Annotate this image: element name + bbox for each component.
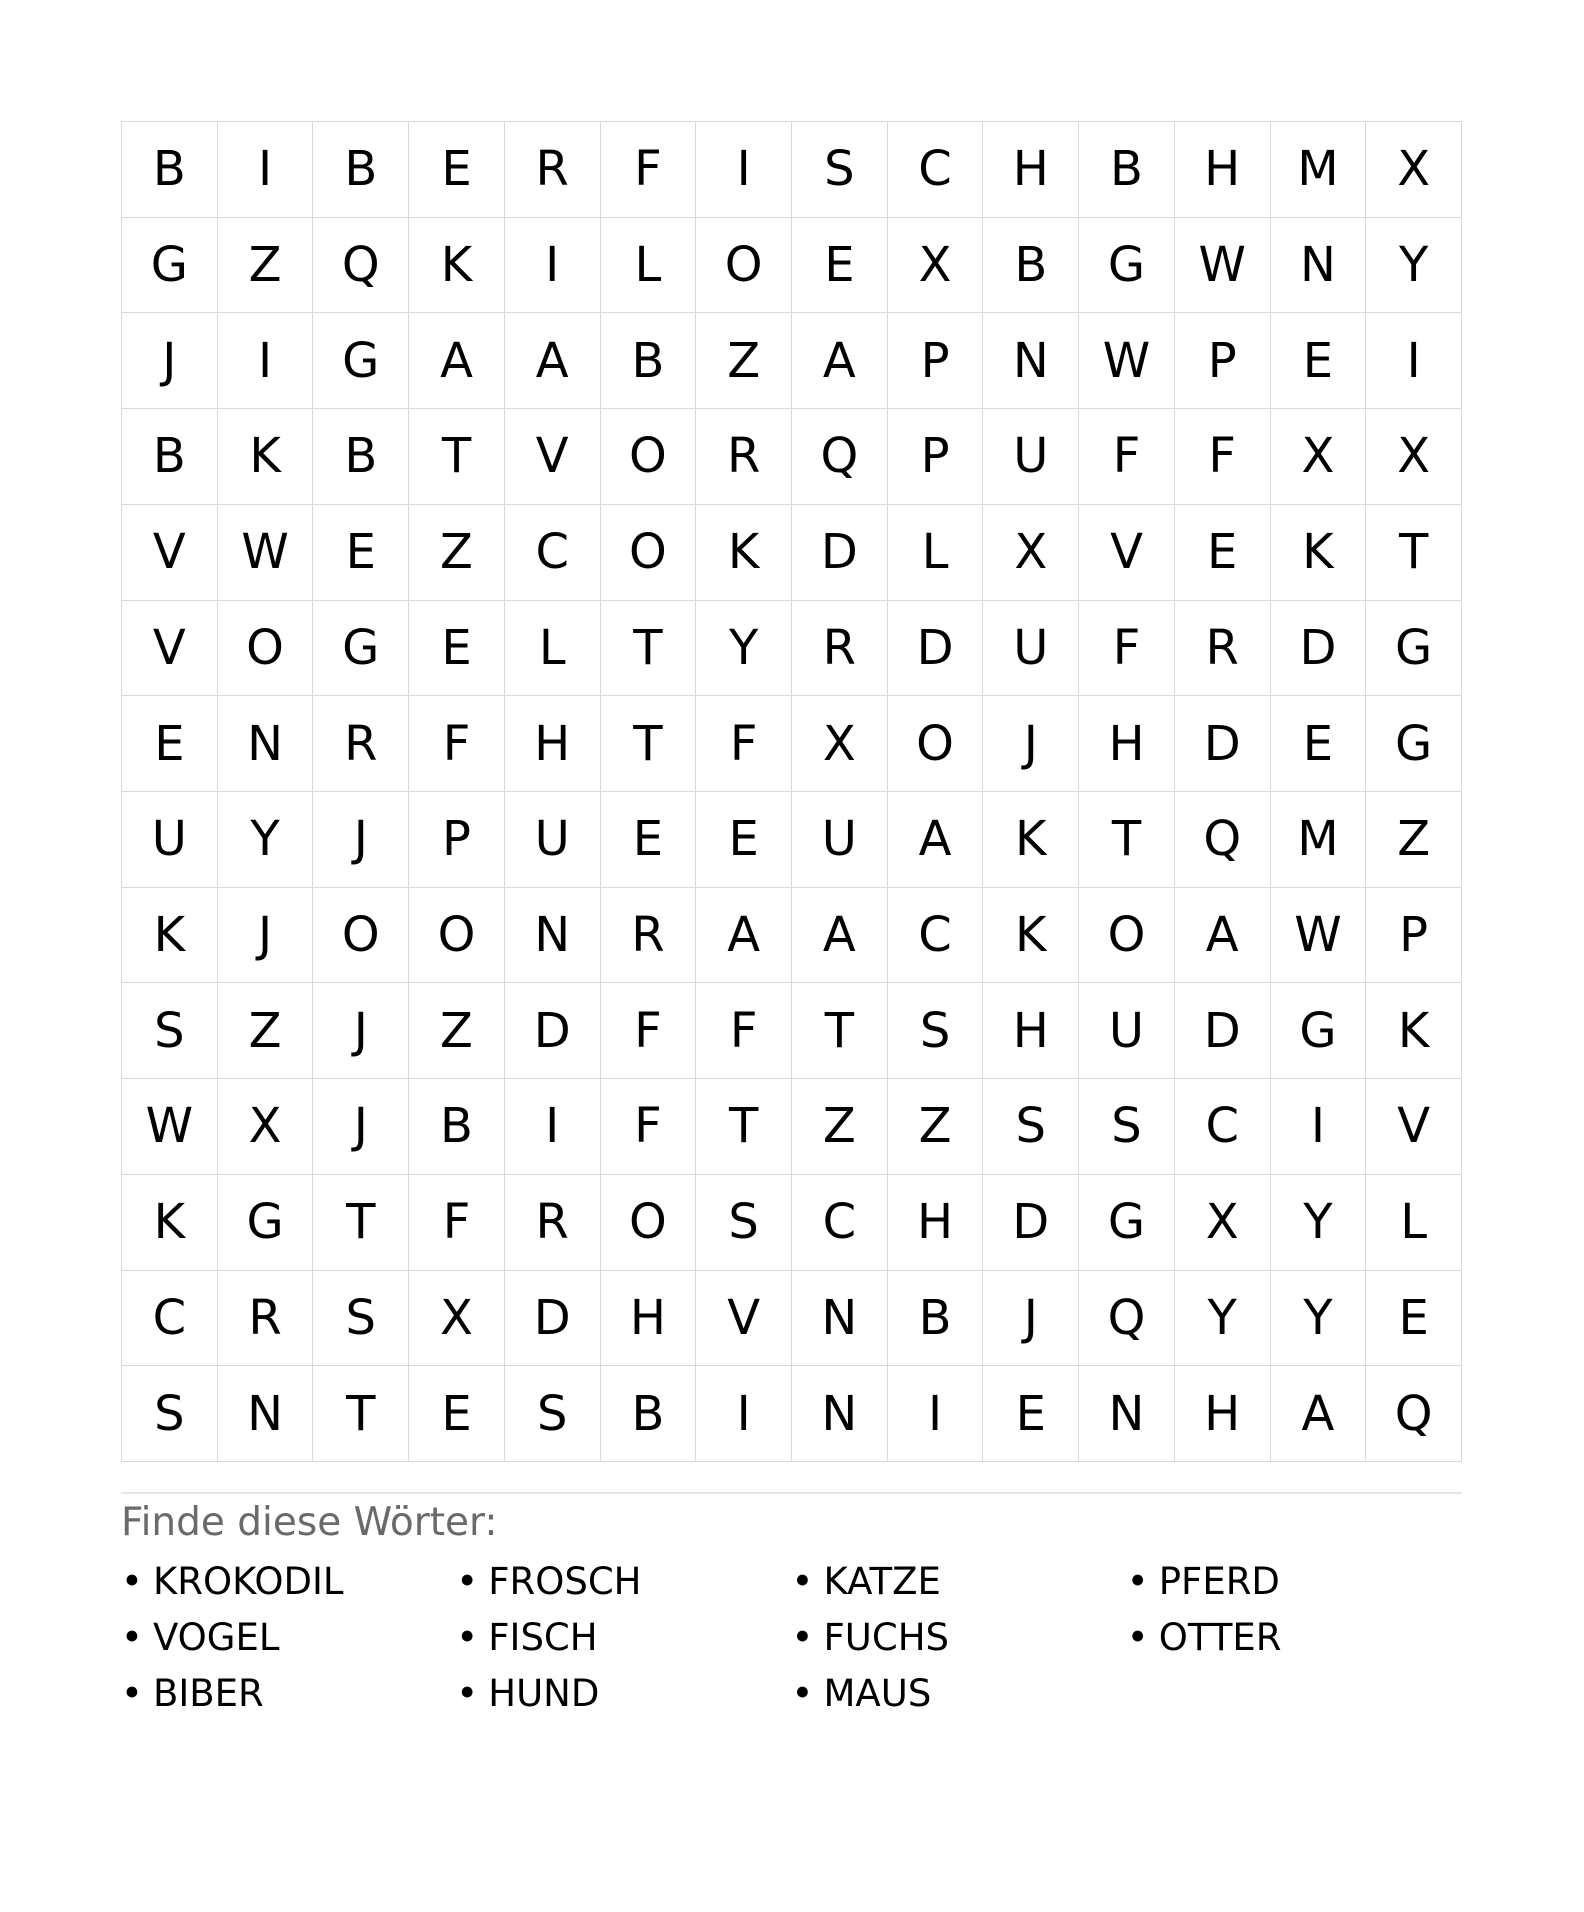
grid-cell[interactable]: D [1175, 983, 1271, 1079]
grid-cell[interactable]: S [792, 122, 888, 218]
grid-cell[interactable]: N [983, 313, 1079, 409]
grid-cell[interactable]: A [505, 313, 601, 409]
grid-cell[interactable]: T [601, 601, 697, 697]
word-list-item [121, 1609, 456, 1665]
grid-cell[interactable]: A [696, 888, 792, 984]
word-label: MAUS [823, 1671, 932, 1715]
grid-cell[interactable]: U [122, 792, 218, 888]
grid-cell[interactable]: K [983, 888, 1079, 984]
grid-cell[interactable]: R [696, 409, 792, 505]
grid-cell[interactable]: O [888, 696, 984, 792]
grid-cell[interactable]: C [792, 1175, 888, 1271]
grid-cell[interactable]: B [122, 122, 218, 218]
bullet-icon: • [456, 1559, 479, 1603]
word-list-item [792, 1665, 1127, 1721]
grid-cell[interactable]: T [313, 1366, 409, 1462]
grid-cell[interactable]: O [601, 505, 697, 601]
grid-cell[interactable]: J [983, 696, 1079, 792]
grid-cell[interactable]: V [505, 409, 601, 505]
grid-cell[interactable]: Y [696, 601, 792, 697]
grid-cell[interactable]: N [1271, 218, 1367, 314]
grid-cell[interactable]: L [601, 218, 697, 314]
grid-cell[interactable]: L [1366, 1175, 1462, 1271]
grid-cell[interactable]: F [1175, 409, 1271, 505]
grid-cell[interactable]: I [696, 1366, 792, 1462]
grid-cell[interactable]: B [601, 313, 697, 409]
grid-cell[interactable]: I [1366, 313, 1462, 409]
grid-cell[interactable]: M [1271, 792, 1367, 888]
grid-cell[interactable]: P [1366, 888, 1462, 984]
word-label: PFERD [1158, 1559, 1280, 1603]
grid-cell[interactable]: D [505, 1271, 601, 1367]
grid-cell[interactable]: N [792, 1366, 888, 1462]
grid-cell[interactable]: R [505, 1175, 601, 1271]
grid-cell[interactable]: B [601, 1366, 697, 1462]
word-label: HUND [488, 1671, 600, 1715]
grid-cell[interactable]: Y [1271, 1271, 1367, 1367]
grid-cell[interactable]: E [792, 218, 888, 314]
grid-cell[interactable]: N [218, 1366, 314, 1462]
grid-cell[interactable]: T [313, 1175, 409, 1271]
grid-cell[interactable]: K [122, 888, 218, 984]
grid-cell[interactable]: O [1079, 888, 1175, 984]
word-search-grid [121, 121, 1462, 1462]
grid-cell[interactable]: F [696, 696, 792, 792]
grid-cell[interactable]: E [409, 122, 505, 218]
grid-cell[interactable]: F [1079, 409, 1175, 505]
grid-cell[interactable]: I [888, 1366, 984, 1462]
grid-cell[interactable]: H [888, 1175, 984, 1271]
grid-cell[interactable]: S [313, 1271, 409, 1367]
grid-cell[interactable]: E [313, 505, 409, 601]
grid-cell[interactable]: G [1079, 218, 1175, 314]
grid-cell[interactable]: U [1079, 983, 1175, 1079]
grid-cell[interactable]: O [601, 409, 697, 505]
grid-cell[interactable]: E [122, 696, 218, 792]
grid-cell[interactable]: X [1175, 1175, 1271, 1271]
grid-cell[interactable]: Z [409, 505, 505, 601]
word-label: BIBER [153, 1671, 264, 1715]
grid-cell[interactable]: X [888, 218, 984, 314]
grid-cell[interactable]: W [1175, 218, 1271, 314]
grid-cell[interactable]: K [1366, 983, 1462, 1079]
grid-cell[interactable]: P [888, 313, 984, 409]
grid-cell[interactable]: S [122, 983, 218, 1079]
grid-cell[interactable]: I [505, 1079, 601, 1175]
grid-cell[interactable]: L [505, 601, 601, 697]
grid-cell[interactable]: K [409, 218, 505, 314]
grid-cell[interactable]: H [601, 1271, 697, 1367]
grid-cell[interactable]: G [1271, 983, 1367, 1079]
grid-cell[interactable]: T [409, 409, 505, 505]
grid-cell[interactable]: U [983, 601, 1079, 697]
grid-cell[interactable]: N [505, 888, 601, 984]
grid-cell[interactable]: D [792, 505, 888, 601]
grid-cell[interactable]: Z [696, 313, 792, 409]
grid-cell[interactable]: I [1271, 1079, 1367, 1175]
word-list-item [456, 1665, 791, 1721]
divider [121, 1492, 1462, 1494]
word-list-item [792, 1609, 1127, 1665]
grid-cell[interactable]: X [983, 505, 1079, 601]
grid-cell[interactable]: E [1271, 313, 1367, 409]
bullet-icon: • [791, 1615, 814, 1659]
grid-cell[interactable]: S [505, 1366, 601, 1462]
grid-cell[interactable]: A [792, 313, 888, 409]
grid-cell[interactable]: A [792, 888, 888, 984]
grid-cell[interactable]: G [1366, 601, 1462, 697]
grid-cell[interactable]: A [1175, 888, 1271, 984]
grid-cell[interactable]: O [601, 1175, 697, 1271]
grid-cell[interactable]: H [1175, 1366, 1271, 1462]
grid-cell[interactable]: P [409, 792, 505, 888]
word-list [121, 1553, 1462, 1721]
grid-cell[interactable]: H [983, 122, 1079, 218]
grid-cell[interactable]: U [792, 792, 888, 888]
grid-cell[interactable]: E [409, 1366, 505, 1462]
grid-cell[interactable]: R [505, 122, 601, 218]
bullet-icon: • [791, 1671, 814, 1715]
grid-cell[interactable]: J [218, 888, 314, 984]
grid-cell[interactable]: F [601, 122, 697, 218]
word-label: KATZE [823, 1559, 941, 1603]
grid-cell[interactable]: C [888, 122, 984, 218]
grid-cell[interactable]: C [505, 505, 601, 601]
grid-cell[interactable]: Z [218, 218, 314, 314]
grid-cell[interactable]: Y [1271, 1175, 1367, 1271]
grid-cell[interactable]: N [218, 696, 314, 792]
grid-cell[interactable]: Y [218, 792, 314, 888]
word-label: FUCHS [823, 1615, 950, 1659]
grid-cell[interactable]: S [983, 1079, 1079, 1175]
word-label: FROSCH [488, 1559, 642, 1603]
grid-cell[interactable]: R [792, 601, 888, 697]
grid-cell[interactable]: B [409, 1079, 505, 1175]
word-list-item [1127, 1609, 1462, 1665]
grid-cell[interactable]: F [601, 1079, 697, 1175]
grid-cell[interactable]: B [1079, 122, 1175, 218]
grid-cell[interactable]: L [888, 505, 984, 601]
word-label: VOGEL [153, 1615, 280, 1659]
grid-cell[interactable]: Y [1366, 218, 1462, 314]
grid-cell[interactable]: K [983, 792, 1079, 888]
grid-cell[interactable]: E [1366, 1271, 1462, 1367]
grid-cell[interactable]: M [1271, 122, 1367, 218]
grid-cell[interactable]: T [696, 1079, 792, 1175]
grid-cell[interactable]: I [218, 122, 314, 218]
grid-cell[interactable]: E [601, 792, 697, 888]
grid-cell[interactable]: Z [888, 1079, 984, 1175]
grid-cell[interactable]: Z [1366, 792, 1462, 888]
grid-cell[interactable]: W [218, 505, 314, 601]
grid-cell[interactable]: Q [1366, 1366, 1462, 1462]
grid-cell[interactable]: S [122, 1366, 218, 1462]
grid-cell[interactable]: U [505, 792, 601, 888]
grid-cell[interactable]: R [313, 696, 409, 792]
grid-cell[interactable]: T [792, 983, 888, 1079]
grid-cell[interactable]: R [601, 888, 697, 984]
grid-cell[interactable]: E [409, 601, 505, 697]
grid-cell[interactable]: G [313, 601, 409, 697]
grid-cell[interactable]: E [1271, 696, 1367, 792]
grid-cell[interactable]: A [409, 313, 505, 409]
grid-cell[interactable]: B [888, 1271, 984, 1367]
grid-cell[interactable]: B [313, 122, 409, 218]
grid-cell[interactable]: F [409, 696, 505, 792]
grid-cell[interactable]: D [1271, 601, 1367, 697]
grid-cell[interactable]: D [983, 1175, 1079, 1271]
grid-cell[interactable]: W [122, 1079, 218, 1175]
grid-cell[interactable]: O [313, 888, 409, 984]
word-list-item [792, 1553, 1127, 1609]
grid-cell[interactable]: C [888, 888, 984, 984]
grid-cell[interactable]: N [792, 1271, 888, 1367]
grid-cell[interactable]: K [122, 1175, 218, 1271]
grid-cell[interactable]: R [1175, 601, 1271, 697]
bullet-icon: • [1126, 1615, 1149, 1659]
grid-cell[interactable]: X [1366, 122, 1462, 218]
grid-cell[interactable]: B [313, 409, 409, 505]
bullet-icon: • [456, 1671, 479, 1715]
grid-cell[interactable]: J [983, 1271, 1079, 1367]
grid-cell[interactable]: G [122, 218, 218, 314]
grid-cell[interactable]: J [122, 313, 218, 409]
grid-cell[interactable]: F [601, 983, 697, 1079]
grid-cell[interactable]: T [601, 696, 697, 792]
grid-cell[interactable]: X [1366, 409, 1462, 505]
grid-cell[interactable]: V [122, 505, 218, 601]
grid-cell[interactable]: Y [1175, 1271, 1271, 1367]
grid-cell[interactable]: R [218, 1271, 314, 1367]
grid-cell[interactable]: S [888, 983, 984, 1079]
grid-cell[interactable]: J [313, 1079, 409, 1175]
grid-cell[interactable]: T [1079, 792, 1175, 888]
grid-cell[interactable]: E [696, 792, 792, 888]
grid-cell[interactable]: C [122, 1271, 218, 1367]
grid-cell[interactable]: X [1271, 409, 1367, 505]
word-label: OTTER [1158, 1615, 1282, 1659]
grid-cell[interactable]: J [313, 983, 409, 1079]
grid-cell[interactable]: W [1271, 888, 1367, 984]
grid-cell[interactable]: K [218, 409, 314, 505]
grid-cell[interactable]: B [122, 409, 218, 505]
grid-cell[interactable]: H [505, 696, 601, 792]
grid-cell[interactable]: G [218, 1175, 314, 1271]
grid-cell[interactable]: Z [409, 983, 505, 1079]
word-list-item [456, 1553, 791, 1609]
word-list-item [121, 1665, 456, 1721]
grid-cell[interactable]: G [1366, 696, 1462, 792]
grid-cell[interactable]: I [696, 122, 792, 218]
grid-cell[interactable]: O [409, 888, 505, 984]
grid-cell[interactable]: O [218, 601, 314, 697]
grid-cell[interactable]: B [983, 218, 1079, 314]
grid-cell[interactable]: H [1175, 122, 1271, 218]
grid-cell[interactable]: O [696, 218, 792, 314]
grid-cell[interactable]: V [1079, 505, 1175, 601]
grid-cell[interactable]: V [122, 601, 218, 697]
grid-cell[interactable]: C [1175, 1079, 1271, 1175]
grid-cell[interactable]: K [696, 505, 792, 601]
grid-cell[interactable]: Z [792, 1079, 888, 1175]
grid-cell[interactable]: P [888, 409, 984, 505]
grid-cell[interactable]: N [1079, 1366, 1175, 1462]
grid-cell[interactable]: X [409, 1271, 505, 1367]
word-label: KROKODIL [153, 1559, 344, 1603]
grid-cell[interactable]: Q [1175, 792, 1271, 888]
grid-cell[interactable]: F [1079, 601, 1175, 697]
grid-cell[interactable]: J [313, 792, 409, 888]
grid-cell[interactable]: D [1175, 696, 1271, 792]
grid-cell[interactable]: X [218, 1079, 314, 1175]
grid-cell[interactable]: V [696, 1271, 792, 1367]
word-list-title: Finde diese Wörter: [121, 1500, 498, 1545]
grid-cell[interactable]: U [983, 409, 1079, 505]
grid-cell[interactable]: Q [792, 409, 888, 505]
bullet-icon: • [121, 1559, 143, 1603]
bullet-icon: • [1126, 1559, 1149, 1603]
grid-cell[interactable]: V [1366, 1079, 1462, 1175]
bullet-icon: • [121, 1671, 143, 1715]
grid-cell[interactable]: A [888, 792, 984, 888]
grid-cell[interactable]: P [1175, 313, 1271, 409]
word-list-item [1127, 1553, 1462, 1609]
grid-cell[interactable]: S [696, 1175, 792, 1271]
grid-cell[interactable]: A [1271, 1366, 1367, 1462]
grid-cell[interactable]: S [1079, 1079, 1175, 1175]
grid-cell[interactable]: X [792, 696, 888, 792]
word-label: FISCH [488, 1615, 598, 1659]
grid-cell[interactable]: Z [218, 983, 314, 1079]
grid-cell[interactable]: Q [313, 218, 409, 314]
bullet-icon: • [456, 1615, 479, 1659]
grid-cell[interactable]: F [696, 983, 792, 1079]
grid-cell[interactable]: F [409, 1175, 505, 1271]
grid-cell[interactable]: W [1079, 313, 1175, 409]
grid-cell[interactable]: D [888, 601, 984, 697]
word-list-item [121, 1553, 456, 1609]
grid-cell[interactable]: I [218, 313, 314, 409]
grid-cell[interactable]: H [1079, 696, 1175, 792]
grid-cell[interactable]: K [1271, 505, 1367, 601]
grid-cell[interactable]: T [1366, 505, 1462, 601]
grid-cell[interactable]: G [1079, 1175, 1175, 1271]
grid-cell[interactable]: E [983, 1366, 1079, 1462]
grid-cell[interactable]: H [983, 983, 1079, 1079]
grid-cell[interactable]: Q [1079, 1271, 1175, 1367]
grid-cell[interactable]: G [313, 313, 409, 409]
bullet-icon: • [121, 1615, 143, 1659]
bullet-icon: • [791, 1559, 814, 1603]
word-list-item [456, 1609, 791, 1665]
grid-cell[interactable]: I [505, 218, 601, 314]
grid-cell[interactable]: E [1175, 505, 1271, 601]
grid-cell[interactable]: D [505, 983, 601, 1079]
